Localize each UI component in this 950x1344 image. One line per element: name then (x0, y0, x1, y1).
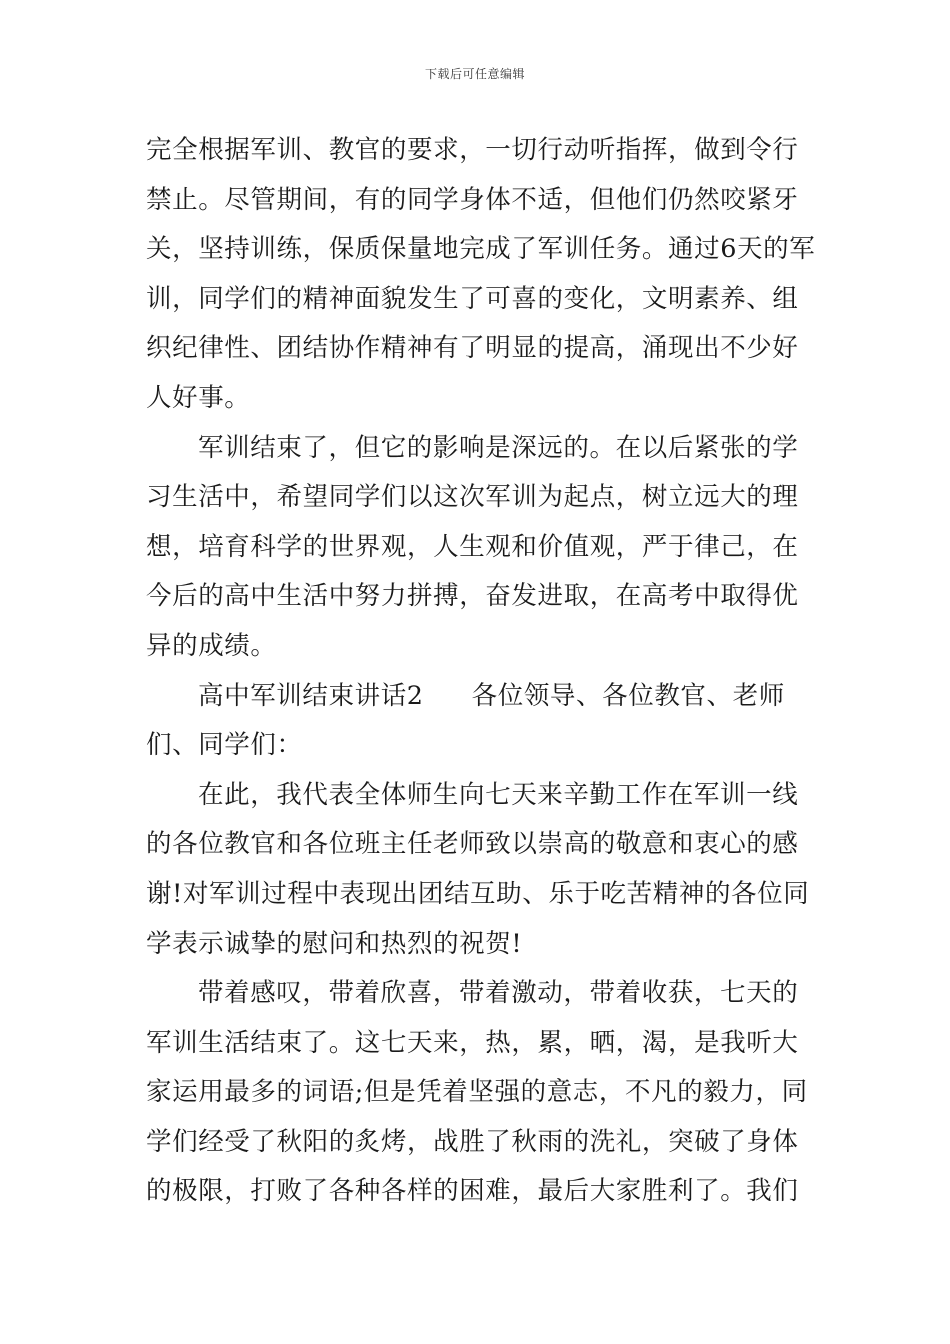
salutation: 各位领导、各位教官、老师们、同学们： (146, 680, 785, 761)
paragraph-3 (146, 672, 816, 771)
section-title: 高中军训结束讲话2 (198, 680, 424, 711)
paragraph-4: 在此，我代表全体师生向七天来辛勤工作在军训一线的各位教官和各位班主任老师致以崇高的敬意和衷心的感谢!对军训过程中表现出团结互助、乐于吃苦精神的各位同学表示诚挚的慰问和热烈的祝贺! (146, 779, 810, 959)
header-note: 下载后可任意编辑 (424, 67, 525, 81)
paragraph-1: 完全根据军训、教官的要求，一切行动听指挥，做到令行禁止。尽管期间，有的同学身体不适，但他们仍然咬紧牙关，坚持训练，保质保量地完成了军训任务。通过6天的军训，同学们的精神面貌发生了可喜的变化，文明素养、组织纪律性、团结协作精神有了明显的提高，涌现出不少好人好事。 (146, 135, 816, 413)
document-body (146, 126, 816, 1217)
paragraph-5: 带着感叹，带着欣喜，带着激动，带着收获，七天的军训生活结束了。这七天来，热，累，晒，渴，是我听大家运用最多的词语;但是凭着坚强的意志，不凡的毅力，同学们经受了秋阳的炙烤，战胜了秋雨的洗礼，突破了身体的极限，打败了各种各样的困难，最后大家胜利了。我们 (146, 978, 808, 1207)
paragraph-2: 军训结束了，但它的影响是深远的。在以后紧张的学习生活中，希望同学们以这次军训为起点，树立远大的理想，培育科学的世界观，人生观和价值观，严于律己，在今后的高中生活中努力拼搏，奋发进取，在高考中取得优异的成绩。 (146, 432, 799, 661)
